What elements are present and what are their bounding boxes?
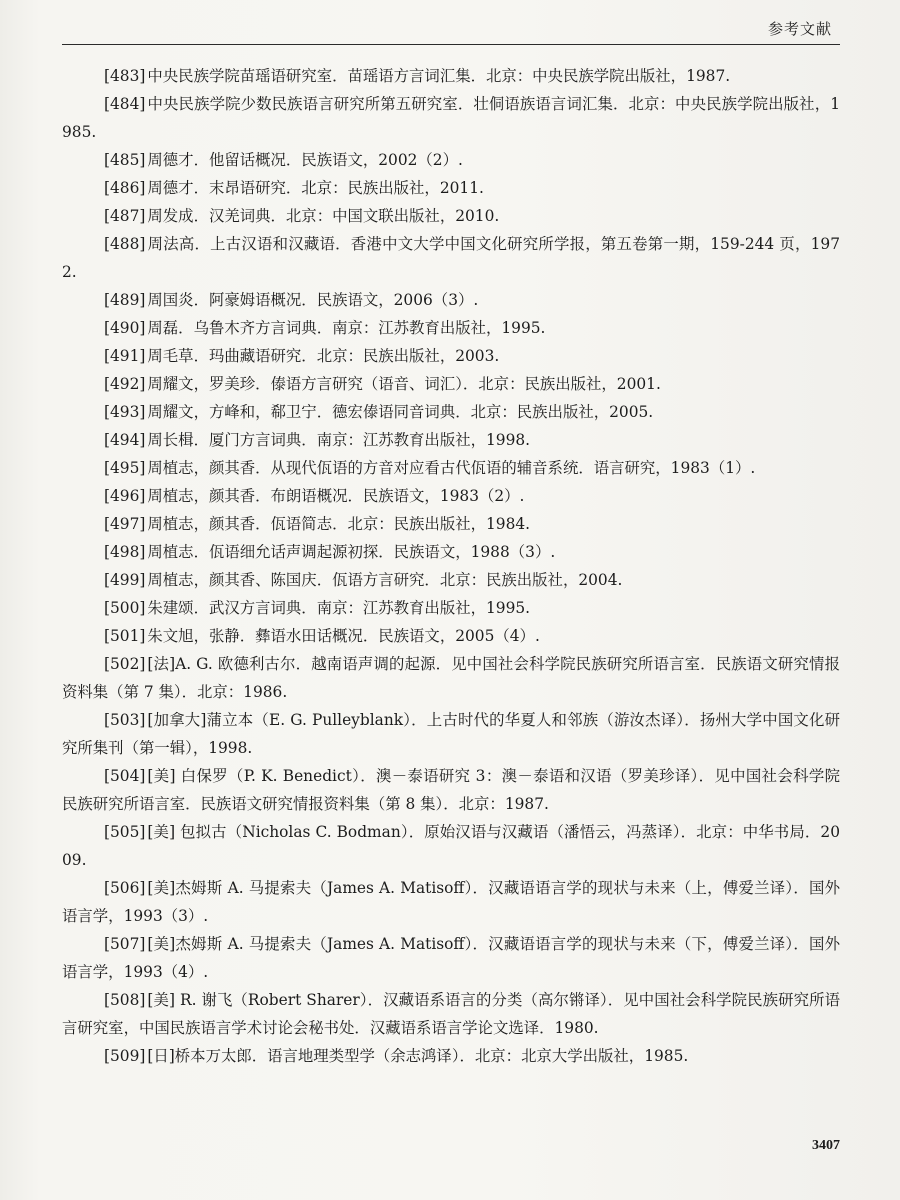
reference-entry bbox=[62, 510, 840, 538]
reference-number: [497] bbox=[104, 515, 146, 533]
reference-entry bbox=[62, 454, 840, 482]
reference-number: [487] bbox=[104, 207, 146, 225]
reference-entry bbox=[62, 230, 840, 286]
reference-number: [492] bbox=[104, 375, 146, 393]
reference-number: [485] bbox=[104, 151, 146, 169]
reference-text: 周植志，颜其香．佤语简志．北京：民族出版社，1984. bbox=[147, 515, 531, 533]
reference-number: [491] bbox=[104, 347, 146, 365]
reference-text: [美]杰姆斯 A. 马提索夫（James A. Matisoff）．汉藏语语言学的现状与未来（下，傅爱兰译）．国外语言学，1993（4）. bbox=[62, 935, 840, 981]
reference-text: 中央民族学院苗瑶语研究室．苗瑶语方言词汇集．北京：中央民族学院出版社，1987. bbox=[147, 67, 731, 85]
reference-number: [500] bbox=[104, 599, 146, 617]
reference-text: 朱文旭，张静．彝语水田话概况．民族语文，2005（4）. bbox=[147, 627, 540, 645]
running-header bbox=[62, 0, 840, 45]
reference-entry bbox=[62, 90, 840, 146]
reference-number: [488] bbox=[104, 235, 146, 253]
reference-text: 周磊．乌鲁木齐方言词典．南京：江苏教育出版社，1995. bbox=[147, 319, 546, 337]
reference-number: [484] bbox=[104, 95, 146, 113]
reference-text: 周毛草．玛曲藏语研究．北京：民族出版社，2003. bbox=[147, 347, 500, 365]
reference-list bbox=[62, 62, 840, 1070]
reference-text: 周法高．上古汉语和汉藏语．香港中文大学中国文化研究所学报，第五卷第一期，159-244 页，1972. bbox=[62, 235, 840, 281]
reference-text: 周植志，颜其香．布朗语概况．民族语文，1983（2）. bbox=[147, 487, 525, 505]
reference-text: [美]杰姆斯 A. 马提索夫（James A. Matisoff）．汉藏语语言学的现状与未来（上，傅爱兰译）．国外语言学，1993（3）. bbox=[62, 879, 840, 925]
reference-entry bbox=[62, 286, 840, 314]
reference-entry bbox=[62, 482, 840, 510]
reference-number: [490] bbox=[104, 319, 146, 337]
page-number: 3407 bbox=[812, 1138, 840, 1153]
reference-number: [505] bbox=[104, 823, 146, 841]
reference-text: 周国炎．阿豪姆语概况．民族语文，2006（3）. bbox=[147, 291, 479, 309]
reference-entry bbox=[62, 202, 840, 230]
reference-number: [507] bbox=[104, 935, 146, 953]
reference-text: 周植志．佤语细允话声调起源初探．民族语文，1988（3）. bbox=[147, 543, 556, 561]
reference-entry bbox=[62, 986, 840, 1042]
reference-number: [489] bbox=[104, 291, 146, 309]
reference-number: [506] bbox=[104, 879, 146, 897]
reference-text: 周德才．末昂语研究．北京：民族出版社，2011. bbox=[147, 179, 484, 197]
reference-entry bbox=[62, 874, 840, 930]
reference-entry bbox=[62, 762, 840, 818]
reference-text: 周耀文，罗美珍．傣语方言研究（语音、词汇）．北京：民族出版社，2001. bbox=[147, 375, 661, 393]
reference-entry bbox=[62, 538, 840, 566]
reference-text: [加拿大]蒲立本（E. G. Pulleyblank）．上古时代的华夏人和邻族（游汝杰译）．扬州大学中国文化研究所集刊（第一辑），1998. bbox=[62, 711, 840, 757]
reference-text: 朱建颂．武汉方言词典．南京：江苏教育出版社，1995. bbox=[147, 599, 531, 617]
reference-text: [法]A. G. 欧德利古尔．越南语声调的起源．见中国社会科学院民族研究所语言室．民族语文研究情报资料集（第 7 集）．北京：1986. bbox=[62, 655, 840, 701]
reference-number: [508] bbox=[104, 991, 146, 1009]
reference-number: [509] bbox=[104, 1047, 146, 1065]
reference-entry bbox=[62, 146, 840, 174]
reference-entry bbox=[62, 174, 840, 202]
reference-text: 周德才．他留话概况．民族语文，2002（2）. bbox=[147, 151, 463, 169]
reference-number: [496] bbox=[104, 487, 146, 505]
reference-entry bbox=[62, 622, 840, 650]
reference-text: [美] 白保罗（P. K. Benedict）．澳－泰语研究 3：澳－泰语和汉语（罗美珍译）．见中国社会科学院民族研究所语言室．民族语文研究情报资料集（第 8 集）．北京：1987. bbox=[62, 767, 840, 813]
reference-number: [503] bbox=[104, 711, 146, 729]
reference-number: [486] bbox=[104, 179, 146, 197]
reference-text: 周发成．汉羌词典．北京：中国文联出版社，2010. bbox=[147, 207, 500, 225]
reference-number: [495] bbox=[104, 459, 146, 477]
reference-number: [501] bbox=[104, 627, 146, 645]
reference-entry bbox=[62, 930, 840, 986]
reference-entry bbox=[62, 706, 840, 762]
reference-number: [494] bbox=[104, 431, 146, 449]
reference-number: [483] bbox=[104, 67, 146, 85]
reference-text: 周植志，颜其香．从现代佤语的方音对应看古代佤语的辅音系统．语言研究，1983（1）. bbox=[147, 459, 756, 477]
header-title: 参考文献 bbox=[767, 20, 832, 38]
reference-number: [504] bbox=[104, 767, 146, 785]
reference-text: 周耀文，方峰和，郗卫宁．德宏傣语同音词典．北京：民族出版社，2005. bbox=[147, 403, 654, 421]
reference-entry bbox=[62, 818, 840, 874]
reference-entry bbox=[62, 594, 840, 622]
reference-text: 中央民族学院少数民族语言研究所第五研究室．壮侗语族语言词汇集．北京：中央民族学院出版社，1985. bbox=[62, 95, 840, 141]
reference-text: 周植志，颜其香、陈国庆．佤语方言研究．北京：民族出版社，2004. bbox=[147, 571, 623, 589]
reference-entry bbox=[62, 398, 840, 426]
reference-entry bbox=[62, 426, 840, 454]
reference-number: [502] bbox=[104, 655, 146, 673]
reference-entry bbox=[62, 342, 840, 370]
reference-number: [498] bbox=[104, 543, 146, 561]
reference-entry bbox=[62, 370, 840, 398]
reference-entry bbox=[62, 62, 840, 90]
reference-text: [美] R. 谢飞（Robert Sharer）．汉藏语系语言的分类（高尔锵译）．见中国社会科学院民族研究所语言研究室，中国民族语言学术讨论会秘书处．汉藏语系语言学论文选译．1980. bbox=[62, 991, 840, 1037]
reference-text: [日]桥本万太郎．语言地理类型学（余志鸿译）．北京：北京大学出版社，1985. bbox=[147, 1047, 689, 1065]
reference-text: 周长楫．厦门方言词典．南京：江苏教育出版社，1998. bbox=[147, 431, 531, 449]
reference-number: [493] bbox=[104, 403, 146, 421]
reference-entry bbox=[62, 1042, 840, 1070]
reference-entry bbox=[62, 650, 840, 706]
reference-entry bbox=[62, 314, 840, 342]
reference-entry bbox=[62, 566, 840, 594]
reference-number: [499] bbox=[104, 571, 146, 589]
reference-text: [美] 包拟古（Nicholas C. Bodman）．原始汉语与汉藏语（潘悟云，冯蒸译）．北京：中华书局．2009. bbox=[62, 823, 840, 869]
